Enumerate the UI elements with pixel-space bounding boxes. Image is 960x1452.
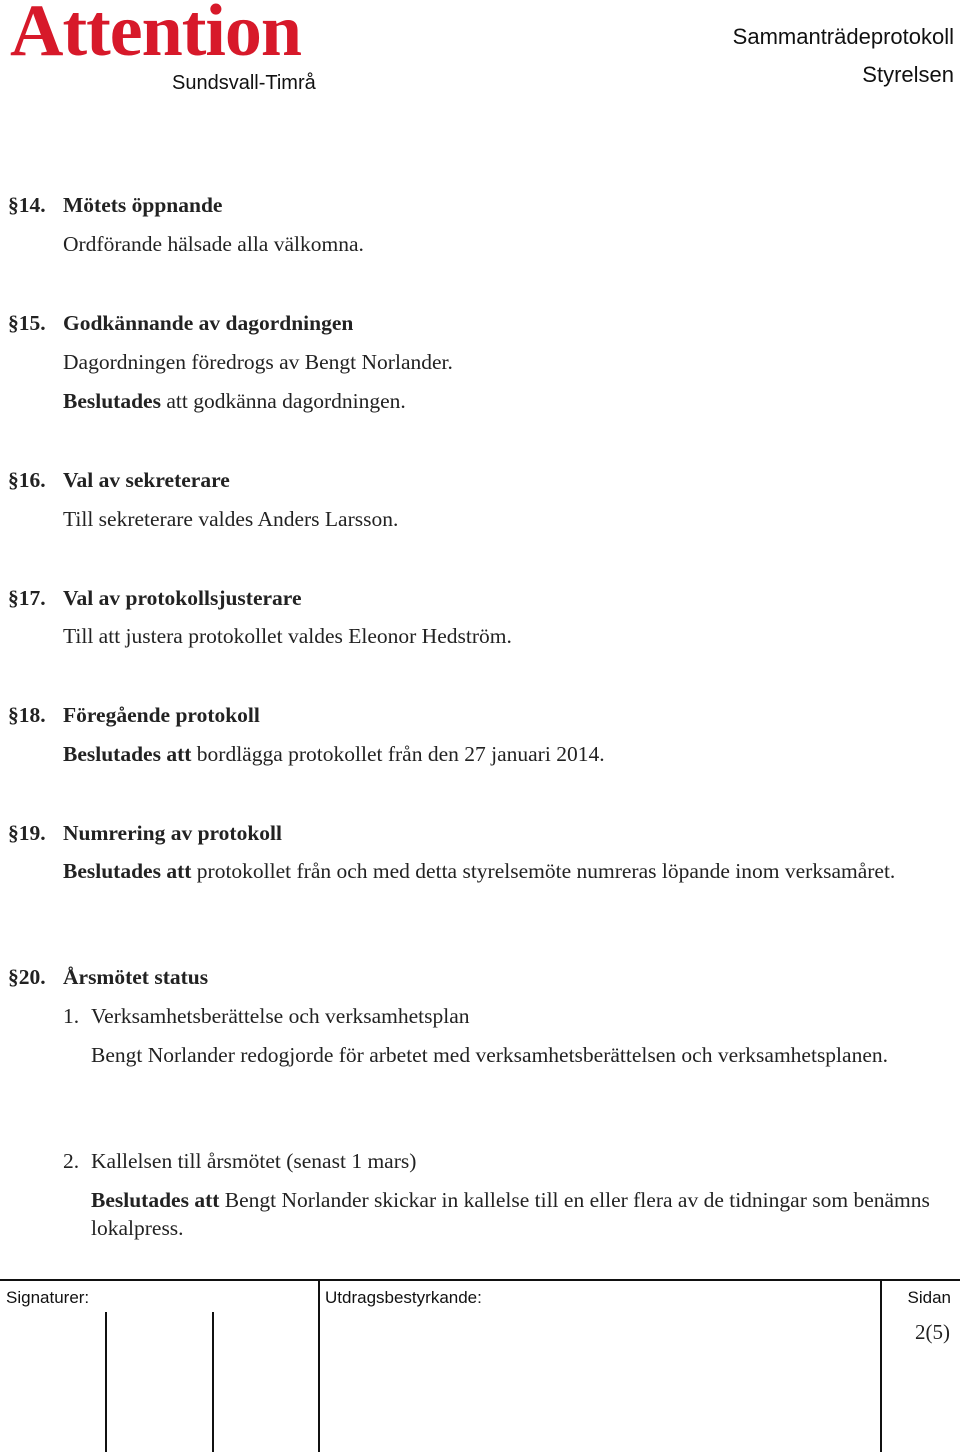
decision-text: Bengt Norlander skickar in kallelse till en eller flera av de tidningar som benämns lokalpress. (91, 1188, 930, 1240)
item-1-label: Verksamhetsberättelse och verksamhetsplan (91, 1004, 470, 1028)
section-20-title: Årsmötet status (63, 965, 209, 989)
section-14-title: Mötets öppnande (63, 193, 223, 217)
footer-column-divider (318, 1280, 320, 1452)
section-19-decision (63, 857, 933, 885)
footer-divider (0, 1279, 960, 1281)
section-20-number: §20. (8, 965, 46, 989)
section-15-decision (63, 387, 406, 415)
section-16-text: Till sekreterare valdes Anders Larsson. (63, 507, 399, 531)
item-1-number: 1. (63, 1004, 80, 1028)
extract-certification-label: Utdragsbestyrkande: (325, 1288, 482, 1307)
section-18-number: §18. (8, 703, 46, 727)
section-14-text: Ordförande hälsade alla välkomna. (63, 232, 364, 256)
decision-text: att godkänna dagordningen. (160, 389, 406, 413)
section-16-number: §16. (8, 468, 46, 492)
section-15-number: §15. (8, 311, 46, 335)
organization-logo: Attention (10, 0, 302, 72)
section-17-title: Val av protokollsjusterare (63, 586, 302, 610)
signature-box-divider (212, 1312, 214, 1452)
decision-keyword: Beslutades att (91, 1188, 220, 1212)
section-19-title: Numrering av protokoll (63, 821, 282, 845)
section-15-text: Dagordningen föredrogs av Bengt Norlander. (63, 350, 453, 374)
section-18-title: Föregående protokoll (63, 703, 260, 727)
organization-location: Sundsvall-Timrå (172, 72, 316, 94)
section-14-number: §14. (8, 193, 46, 217)
section-17-text: Till att justera protokollet valdes Eleonor Hedström. (63, 624, 512, 648)
decision-keyword: Beslutades att (63, 742, 192, 766)
signatures-label: Signaturer: (6, 1288, 90, 1307)
document-header (733, 18, 954, 94)
decision-text: bordlägga protokollet från den 27 januari 2014. (191, 742, 605, 766)
item-2-label: Kallelsen till årsmötet (senast 1 mars) (91, 1149, 417, 1173)
section-16-title: Val av sekreterare (63, 468, 230, 492)
decision-keyword: Beslutades att (63, 859, 192, 883)
item-2-decision (91, 1186, 941, 1242)
decision-keyword: Beslutades (63, 389, 161, 413)
board-name: Styrelsen (862, 62, 954, 87)
page-label: Sidan (907, 1288, 951, 1307)
page-number: 2(5) (915, 1320, 950, 1344)
section-19-number: §19. (8, 821, 46, 845)
section-17-number: §17. (8, 586, 46, 610)
item-2-number: 2. (63, 1149, 80, 1173)
item-1-text: Bengt Norlander redogjorde för arbetet med verksamhetsberättelsen och verksamhetsplanen. (91, 1043, 888, 1067)
footer-column-divider (880, 1280, 882, 1452)
document-type: Sammanträdeprotokoll (732, 24, 954, 49)
section-18-decision (63, 740, 605, 768)
signature-box-divider (105, 1312, 107, 1452)
decision-text: protokollet från och med detta styrelsemöte numreras löpande inom verksamåret. (191, 859, 896, 883)
section-15-title: Godkännande av dagordningen (63, 311, 354, 335)
